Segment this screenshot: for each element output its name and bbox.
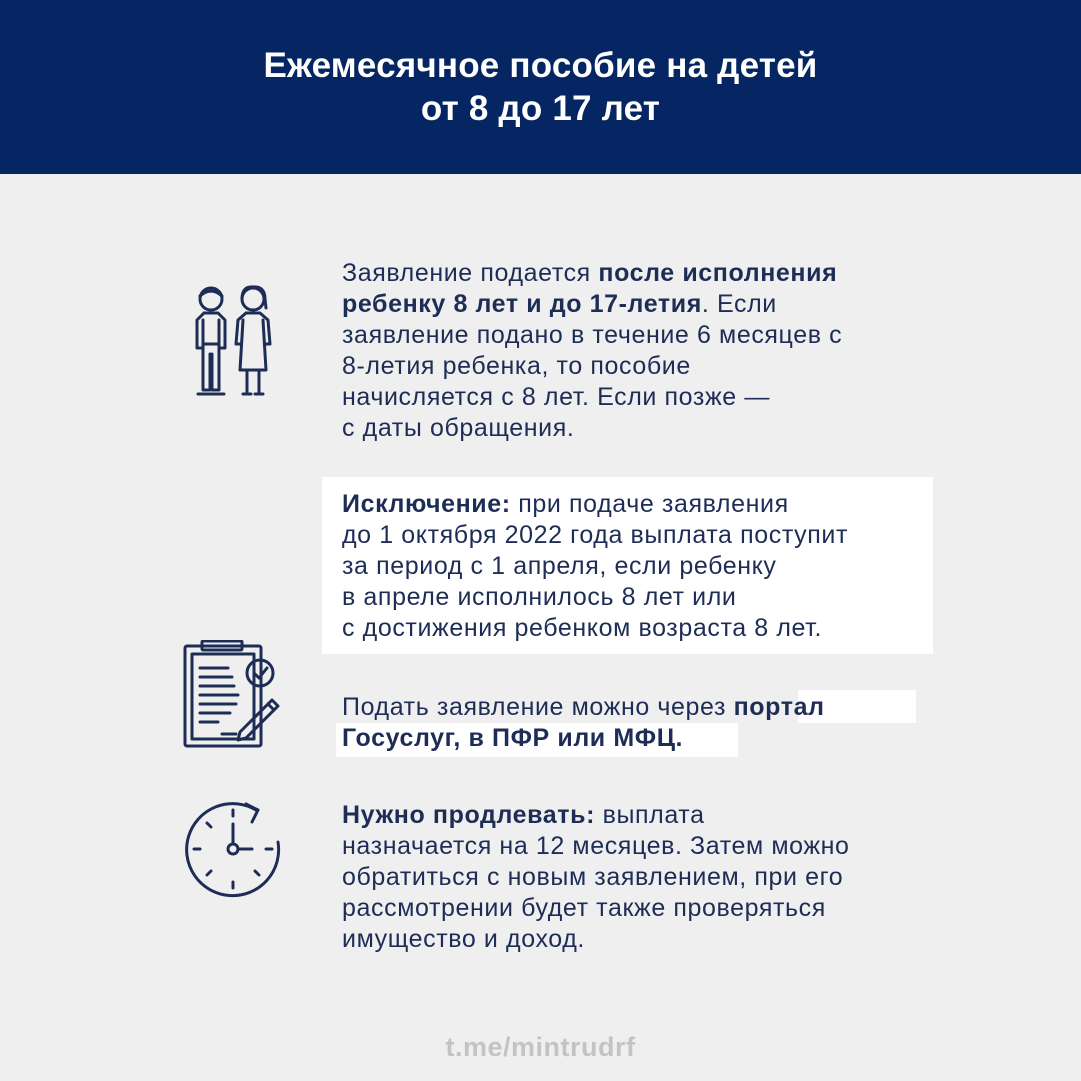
block1-line-5: начисляется с 8 лет. Если позже — — [342, 383, 770, 411]
block3-line-2: Госуслуг, в ПФР или МФЦ. — [342, 724, 684, 752]
block2-line-1: Исключение: при подаче заявления — [342, 490, 789, 518]
block2-line-2: до 1 октября 2022 года выплата поступит — [342, 521, 849, 549]
children-icon — [186, 282, 278, 400]
block1-line-3: заявление подано в течение 6 месяцев с — [342, 321, 843, 349]
block2-line-4: в апреле исполнилось 8 лет или — [342, 583, 737, 611]
block4-line-1: Нужно продлевать: выплата — [342, 801, 705, 829]
clock-icon — [184, 800, 284, 898]
text-block-application-timing — [342, 258, 842, 444]
block4-line-3: обратиться с новым заявлением, при его — [342, 863, 844, 891]
footer-telegram-link[interactable]: t.me/mintrudrf — [445, 1032, 636, 1062]
page-title-line-1: Ежемесячное пособие на детей — [263, 46, 818, 85]
clipboard-check-icon — [182, 640, 282, 752]
block4-line-2: назначается на 12 месяцев. Затем можно — [342, 832, 850, 860]
page-title-line-2: от 8 до 17 лет — [420, 89, 661, 128]
block1-line-1: Заявление подается после исполнения — [342, 259, 838, 287]
block3-line-1: Подать заявление можно через портал — [342, 693, 825, 721]
text-block-how-to-apply — [342, 692, 825, 754]
block1-line-4: 8-летия ребенка, то пособие — [342, 352, 691, 380]
text-block-renewal — [342, 800, 850, 955]
block2-line-5: с достижения ребенком возраста 8 лет. — [342, 614, 823, 642]
block1-line-6: с даты обращения. — [342, 414, 575, 442]
block1-line-2: ребенку 8 лет и до 17-летия. Если — [342, 290, 777, 318]
block2-line-3: за период с 1 апреля, если ребенку — [342, 552, 777, 580]
block4-line-5: имущество и доход. — [342, 925, 585, 953]
header-banner — [0, 0, 1081, 174]
text-block-exception — [342, 489, 848, 644]
block4-line-4: рассмотрении будет также проверяться — [342, 894, 826, 922]
